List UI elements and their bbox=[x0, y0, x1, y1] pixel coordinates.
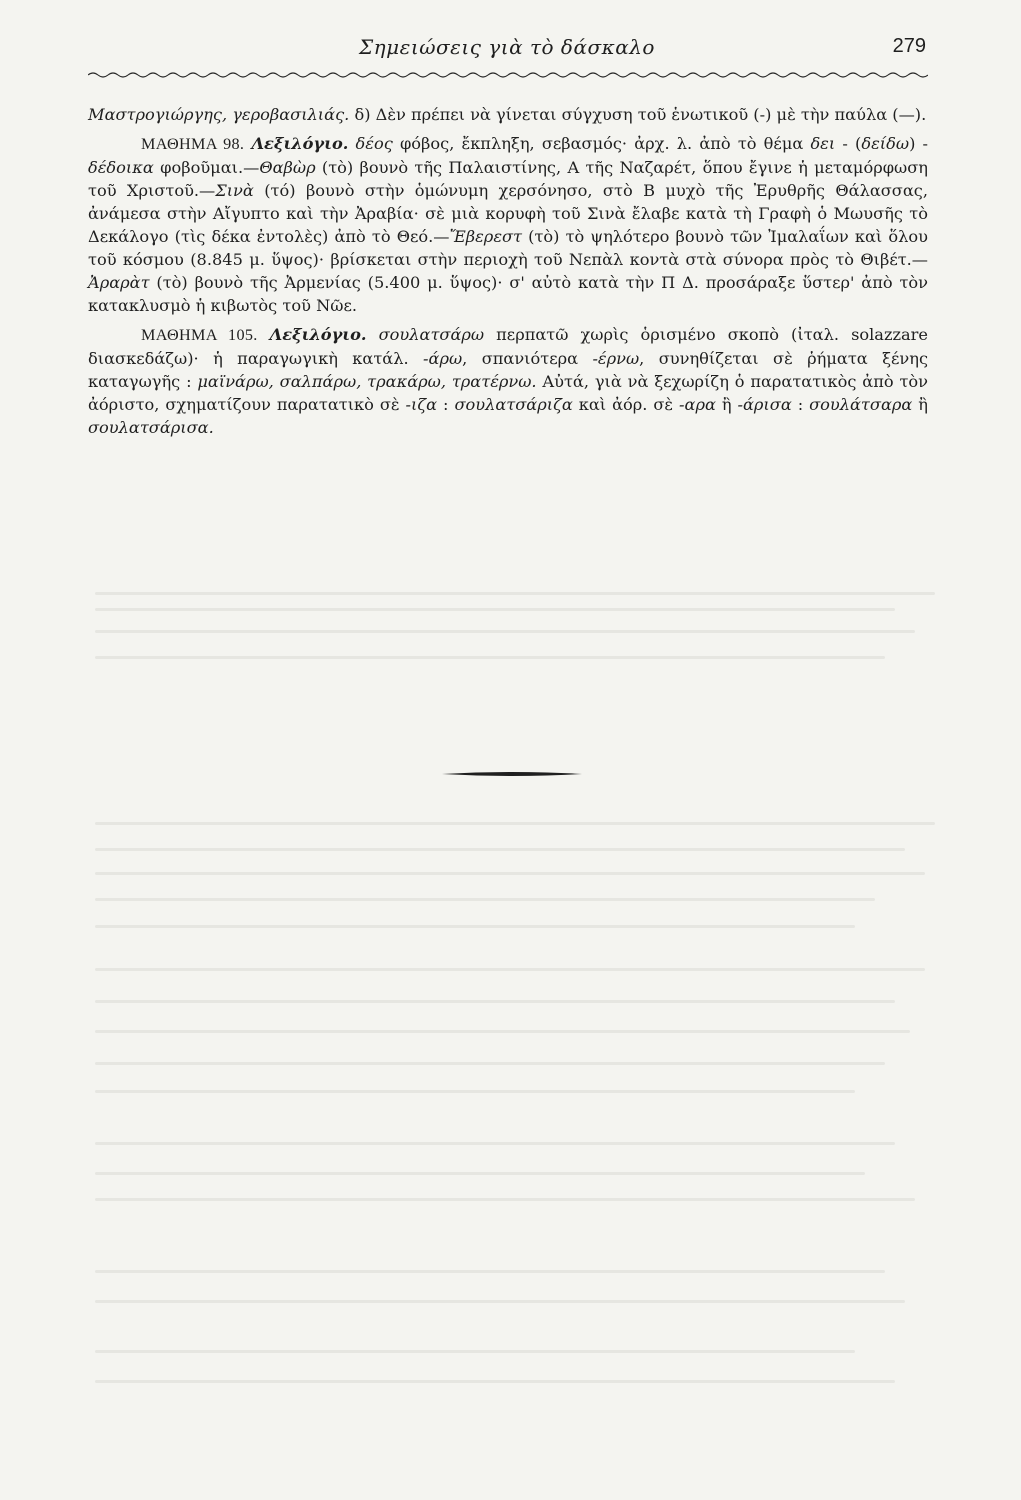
italic-term: δέδοικα bbox=[88, 158, 154, 177]
italic-term: δει bbox=[810, 134, 836, 153]
italic-term: δείδω bbox=[861, 134, 910, 153]
italic-term: σουλάτσαρα bbox=[809, 395, 913, 414]
italic-term: -άρω bbox=[423, 349, 463, 368]
wavy-rule bbox=[88, 70, 928, 80]
text-run: (τὸ) τὸ ψηλότερο βουνὸ τῶν Ἰμαλαΐων καὶ ὅλου τοῦ κόσμου (8.845 μ. ὕψος)· βρίσκεται στὴν περιοχὴ τοῦ Νεπὰλ κοντὰ στὰ σύνορα πρὸς τὸ Θιβέτ.— bbox=[88, 227, 928, 269]
text-run: , συνηθίζεται σὲ ῥήματα ξένης καταγωγῆς : bbox=[88, 349, 929, 391]
text-run: (τὸ) βουνὸ τῆς Ἀρμενίας (5.400 μ. ὕψος)· σ' αὐτὸ κατὰ τὴν Π Δ. προσάραξε ὕστερ' ἀπὸ τὸν κατακλυσμὸ ἡ κιβωτὸς τοῦ Νῶε. bbox=[88, 273, 928, 315]
paragraph-lesson-105 bbox=[88, 323, 928, 439]
italic-term: -ιζα bbox=[405, 395, 438, 414]
italic-term: Ἔβερεστ bbox=[449, 227, 523, 246]
body-text bbox=[88, 103, 928, 439]
text-run: ἢ bbox=[715, 395, 738, 414]
italic-term: Μαστρογιώργης, γεροβασιλιάς. bbox=[88, 105, 350, 124]
italic-term: σουλατσάρισα. bbox=[88, 418, 214, 437]
text-run: καὶ ἀόρ. σὲ bbox=[572, 395, 680, 414]
running-title: Σημειώσεις γιὰ τὸ δάσκαλο bbox=[359, 35, 655, 59]
italic-term: -αρα bbox=[679, 395, 716, 414]
keyword-vocabulary: Λεξιλόγιο. bbox=[269, 325, 367, 344]
page-number: 279 bbox=[892, 35, 926, 57]
italic-term: σουλατσάριζα bbox=[454, 395, 573, 414]
italic-term: Ἀραρὰτ bbox=[88, 273, 150, 292]
text-run: φόβος, ἔκπληξη, σεβασμός· ἀρχ. λ. ἀπὸ τὸ θέμα bbox=[392, 134, 811, 153]
text-run: ) - bbox=[909, 134, 929, 153]
text-run: φοβοῦμαι.— bbox=[153, 158, 260, 177]
text-run: δ) Δὲν πρέπει νὰ γίνεται σύγχυση τοῦ ἑνωτικοῦ (-) μὲ τὴν παύλα (—). bbox=[349, 105, 927, 124]
text-run: Αὐτά, γιὰ νὰ ξεχωρίζη ὁ παρατατικὸς ἀπὸ τὸν ἀόριστο, σχηματίζουν παρατατικὸ σὲ bbox=[88, 372, 928, 414]
italic-term: Σινὰ bbox=[215, 181, 254, 200]
lesson-heading: ΜΑΘΗΜΑ 98. bbox=[141, 135, 245, 153]
text-run: , σπανιότερα bbox=[462, 349, 593, 368]
italic-term: δέος bbox=[355, 134, 393, 153]
text-run: : bbox=[791, 395, 810, 414]
text-run: ἢ bbox=[912, 395, 928, 414]
paragraph-note-d bbox=[88, 103, 928, 126]
text-run: : bbox=[437, 395, 455, 414]
italic-term: σουλατσάρω bbox=[378, 325, 485, 344]
text-run: (τὸ) βουνὸ τῆς Παλαιστίνης, Α τῆς Ναζαρέτ, ὅπου ἔγινε ἡ μεταμόρφωση τοῦ Χριστοῦ.— bbox=[88, 158, 929, 200]
text-run: (τό) βουνὸ στὴν ὁμώνυμη χερσόνησο, στὸ Β μυχὸ τῆς Ἐρυθρῆς Θάλασσας, ἀνάμεσα στὴν Αἴγυπτο καὶ τὴν Ἀραβία· σὲ μιὰ κορυφὴ τοῦ Σινὰ ἔλαβε κατὰ τὴ Γραφὴ ὁ Μωυσῆς τὸ Δεκάλογο (τὶς δέκα ἐντολὲς) ἀπὸ τὸ Θεό.— bbox=[88, 181, 929, 246]
page-header bbox=[88, 35, 926, 65]
text-run: περπατῶ χωρὶς ὁρισμένο σκοπὸ (ἰταλ. solazzare διασκεδάζω)· ἡ παραγωγικὴ κατάλ. bbox=[88, 325, 928, 368]
keyword-vocabulary: Λεξιλόγιο. bbox=[251, 134, 349, 153]
italic-term: Θαβὼρ bbox=[259, 158, 316, 177]
end-rule-ornament bbox=[442, 771, 582, 777]
lesson-heading: ΜΑΘΗΜΑ 105. bbox=[141, 326, 258, 344]
paragraph-lesson-98 bbox=[88, 132, 928, 317]
italic-term: -άρισα bbox=[737, 395, 792, 414]
text-run: - ( bbox=[835, 134, 862, 153]
italic-term: -έρνω bbox=[592, 349, 640, 368]
italic-term: μαϊνάρω, σαλπάρω, τρακάρω, τρατέρνω. bbox=[197, 372, 537, 391]
